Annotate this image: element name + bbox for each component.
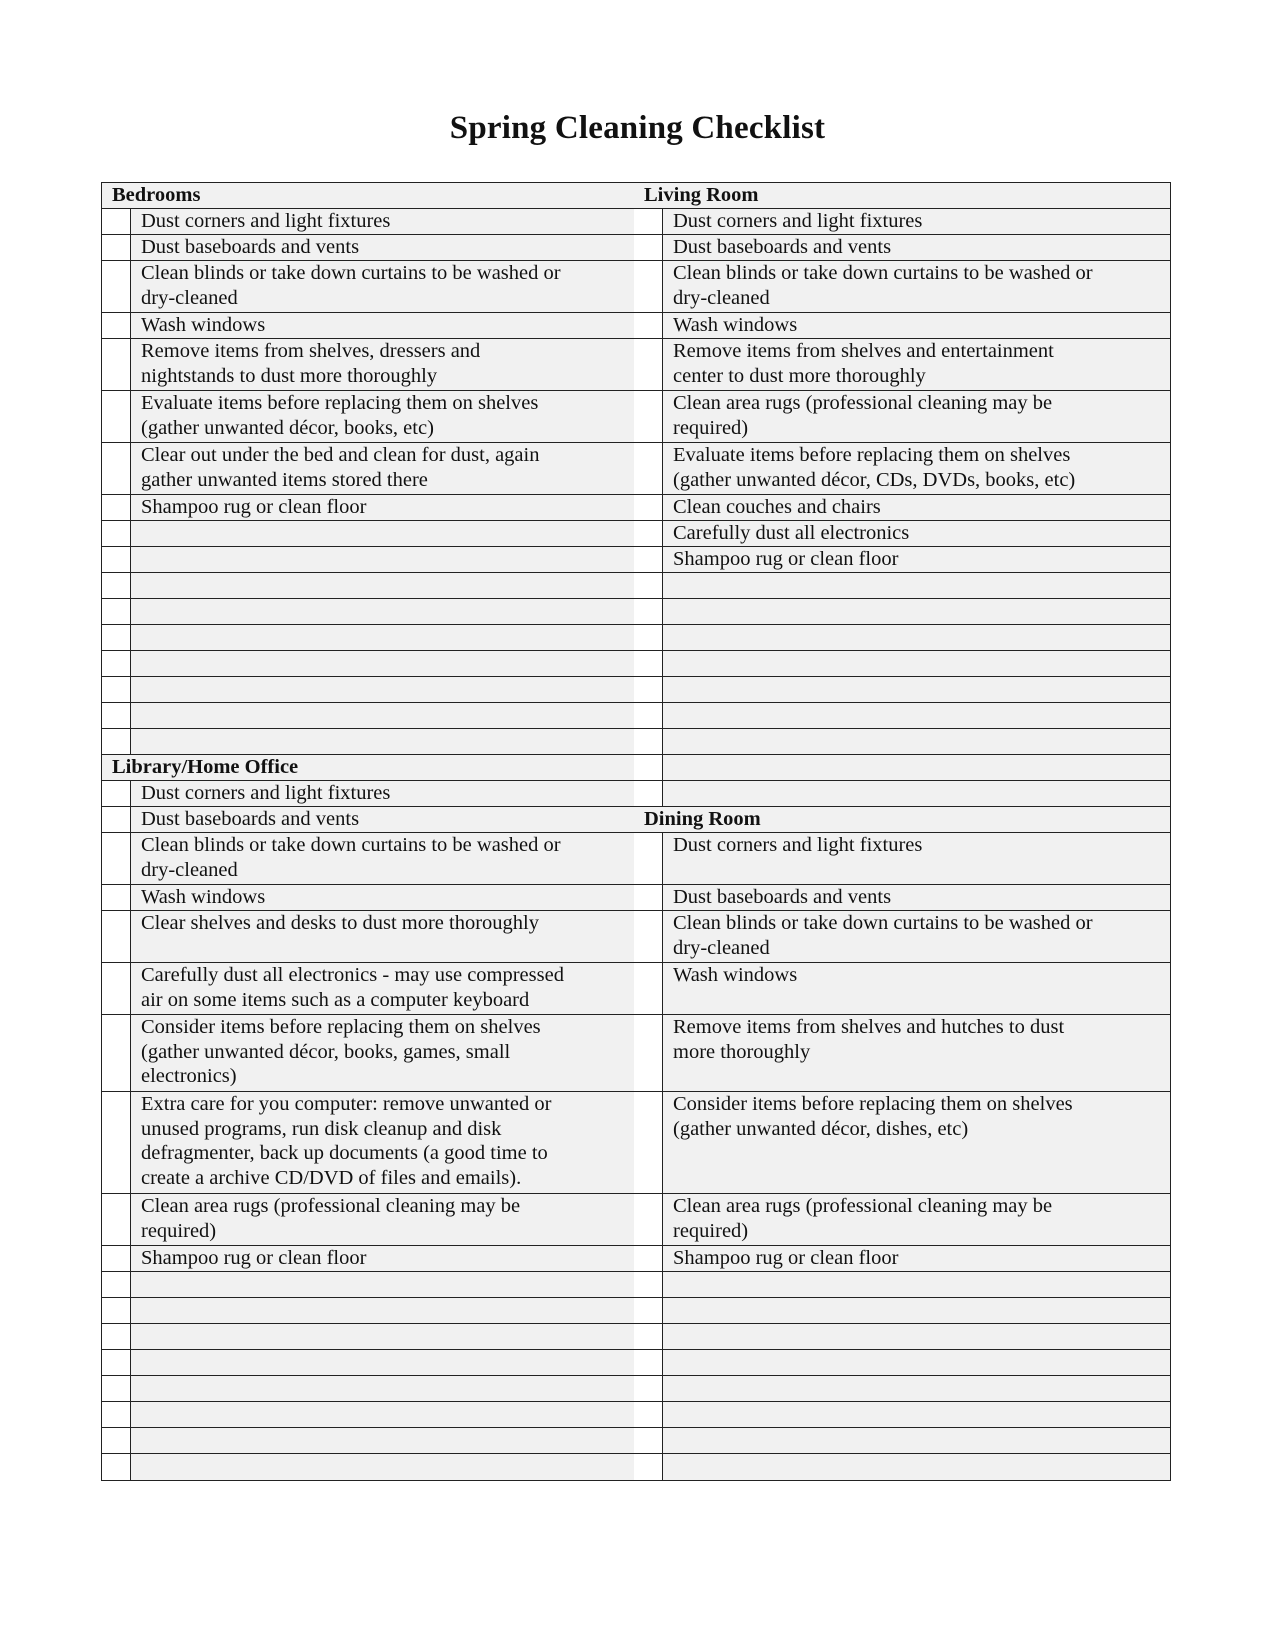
checkbox-cell[interactable] bbox=[102, 729, 131, 754]
checklist-item-text: Evaluate items before replacing them on shelves (gather unwanted décor, CDs, DVDs, books, etc) bbox=[663, 443, 1170, 494]
checklist-row bbox=[102, 391, 635, 443]
checklist-item-text: Evaluate items before replacing them on shelves (gather unwanted décor, books, etc) bbox=[131, 391, 635, 442]
checkbox-cell[interactable] bbox=[102, 703, 131, 728]
checkbox-cell[interactable] bbox=[102, 885, 131, 910]
checkbox-cell[interactable] bbox=[102, 339, 131, 390]
checklist-row bbox=[634, 781, 1170, 807]
checklist-row bbox=[102, 911, 635, 963]
checkbox-cell[interactable] bbox=[634, 235, 663, 260]
checklist-row bbox=[102, 1194, 635, 1246]
checkbox-cell[interactable] bbox=[634, 209, 663, 234]
checklist-item-text: Dust baseboards and vents bbox=[131, 807, 635, 832]
checklist-row bbox=[634, 833, 1170, 885]
checklist-item-text: Shampoo rug or clean floor bbox=[131, 1246, 635, 1271]
checkbox-cell[interactable] bbox=[102, 313, 131, 338]
checkbox-cell[interactable] bbox=[102, 209, 131, 234]
checklist-row bbox=[102, 1324, 635, 1350]
checklist-row bbox=[634, 1376, 1170, 1402]
checklist-item-text bbox=[131, 625, 635, 650]
checkbox-cell[interactable] bbox=[102, 1402, 131, 1427]
checklist-row bbox=[634, 235, 1170, 261]
checklist-item-text: Clean area rugs (professional cleaning may be required) bbox=[131, 1194, 635, 1245]
checklist-item-text bbox=[131, 1298, 635, 1323]
checklist-row bbox=[102, 1376, 635, 1402]
section-header-label: Library/Home Office bbox=[112, 756, 299, 778]
checklist-row bbox=[634, 313, 1170, 339]
checklist-row bbox=[102, 573, 635, 599]
checklist-row bbox=[102, 963, 635, 1015]
checklist-row bbox=[634, 703, 1170, 729]
checklist-item-text bbox=[131, 729, 635, 754]
checklist-row bbox=[102, 313, 635, 339]
checkbox-cell[interactable] bbox=[102, 235, 131, 260]
checkbox-cell[interactable] bbox=[102, 1376, 131, 1401]
checklist-item-text bbox=[131, 573, 635, 598]
checkbox-cell[interactable] bbox=[102, 1194, 131, 1245]
checkbox-cell[interactable] bbox=[102, 599, 131, 624]
checklist-item-text: Clean area rugs (professional cleaning may be required) bbox=[663, 391, 1170, 442]
checklist-row bbox=[102, 209, 635, 235]
checklist-row bbox=[102, 625, 635, 651]
checklist-column-right bbox=[634, 182, 1171, 1481]
checkbox-cell[interactable] bbox=[102, 625, 131, 650]
checklist-row bbox=[634, 1402, 1170, 1428]
checklist-item-text: Dust corners and light fixtures bbox=[663, 833, 1170, 884]
checklist-row bbox=[102, 339, 635, 391]
section-header bbox=[102, 183, 635, 209]
checklist-item-text bbox=[663, 729, 1170, 754]
checklist-item-text bbox=[663, 599, 1170, 624]
checklist-item-text bbox=[663, 625, 1170, 650]
checklist-item-text bbox=[663, 677, 1170, 702]
checklist-item-text bbox=[663, 1350, 1170, 1375]
checklist-row bbox=[102, 1015, 635, 1092]
checklist-item-text bbox=[663, 1298, 1170, 1323]
checklist-row bbox=[102, 729, 635, 755]
checkbox-cell[interactable] bbox=[634, 313, 663, 338]
checklist-item-text bbox=[131, 1272, 635, 1297]
checklist-row bbox=[634, 573, 1170, 599]
checklist-item-text: Dust corners and light fixtures bbox=[663, 209, 1170, 234]
checklist-item-text bbox=[131, 651, 635, 676]
checkbox-cell[interactable] bbox=[634, 443, 663, 494]
checklist-item-text: Clean blinds or take down curtains to be washed or dry-cleaned bbox=[663, 911, 1170, 962]
section-header-label: Bedrooms bbox=[112, 184, 201, 206]
checklist-item-text bbox=[663, 781, 1170, 806]
checkbox-cell[interactable] bbox=[102, 781, 131, 806]
checkbox-cell[interactable] bbox=[102, 963, 131, 1014]
checkbox-cell[interactable] bbox=[102, 495, 131, 520]
checklist-row bbox=[634, 1015, 1170, 1092]
checklist-item-text: Dust baseboards and vents bbox=[663, 885, 1170, 910]
checklist-item-text: Wash windows bbox=[663, 313, 1170, 338]
checklist-row bbox=[102, 651, 635, 677]
checklist-item-text: Wash windows bbox=[131, 313, 635, 338]
checklist-item-text bbox=[131, 703, 635, 728]
checklist-item-text bbox=[663, 1428, 1170, 1453]
checklist-item-text bbox=[131, 1454, 635, 1480]
checklist-item-text: Clean couches and chairs bbox=[663, 495, 1170, 520]
checklist-row bbox=[634, 339, 1170, 391]
checkbox-cell[interactable] bbox=[634, 755, 663, 780]
checkbox-cell[interactable] bbox=[634, 833, 663, 884]
checklist-row bbox=[634, 1350, 1170, 1376]
checklist-row bbox=[634, 599, 1170, 625]
checkbox-cell[interactable] bbox=[102, 1324, 131, 1349]
checklist-row bbox=[634, 1454, 1170, 1480]
checklist-item-text: Shampoo rug or clean floor bbox=[663, 1246, 1170, 1271]
checklist-row bbox=[634, 1194, 1170, 1246]
checklist-row bbox=[102, 677, 635, 703]
checklist-item-text bbox=[663, 1376, 1170, 1401]
checklist-item-text: Shampoo rug or clean floor bbox=[131, 495, 635, 520]
checkbox-cell[interactable] bbox=[634, 703, 663, 728]
checkbox-cell[interactable] bbox=[102, 1246, 131, 1271]
checklist-item-text bbox=[131, 1376, 635, 1401]
checklist-row bbox=[634, 391, 1170, 443]
checklist-row bbox=[102, 833, 635, 885]
checklist-item-text bbox=[131, 1350, 635, 1375]
checklist-row bbox=[634, 1298, 1170, 1324]
checklist-item-text: Dust corners and light fixtures bbox=[131, 209, 635, 234]
checklist-row bbox=[102, 807, 635, 833]
checklist-row bbox=[102, 1298, 635, 1324]
checklist-item-text: Carefully dust all electronics - may use compressed air on some items such as a computer keyboard bbox=[131, 963, 635, 1014]
checklist-item-text bbox=[131, 1324, 635, 1349]
checklist-item-text bbox=[131, 1428, 635, 1453]
checkbox-cell[interactable] bbox=[102, 651, 131, 676]
checkbox-cell[interactable] bbox=[634, 651, 663, 676]
checkbox-cell[interactable] bbox=[634, 599, 663, 624]
checklist-row bbox=[102, 599, 635, 625]
checkbox-cell[interactable] bbox=[634, 1454, 663, 1480]
checklist-row bbox=[634, 261, 1170, 313]
checklist-row bbox=[102, 1454, 635, 1480]
checklist-item-text bbox=[131, 599, 635, 624]
checklist-row bbox=[634, 547, 1170, 573]
checkbox-cell[interactable] bbox=[102, 573, 131, 598]
checkbox-cell[interactable] bbox=[634, 495, 663, 520]
checklist-row bbox=[634, 911, 1170, 963]
checklist-row bbox=[634, 885, 1170, 911]
checklist-row bbox=[634, 1324, 1170, 1350]
checkbox-cell[interactable] bbox=[102, 677, 131, 702]
checklist-item-text: Clean blinds or take down curtains to be washed or dry-cleaned bbox=[131, 261, 635, 312]
checklist-row bbox=[102, 495, 635, 521]
checklist-row bbox=[102, 1092, 635, 1194]
checkbox-cell[interactable] bbox=[102, 1015, 131, 1091]
checklist-item-text bbox=[663, 573, 1170, 598]
checklist-row bbox=[634, 443, 1170, 495]
checklist-item-text bbox=[663, 755, 1170, 780]
checklist-row bbox=[634, 521, 1170, 547]
checklist-item-text bbox=[663, 1454, 1170, 1480]
checkbox-cell[interactable] bbox=[634, 1015, 663, 1091]
checklist-item-text: Clear out under the bed and clean for dust, again gather unwanted items stored there bbox=[131, 443, 635, 494]
checklist-row bbox=[102, 1246, 635, 1272]
checkbox-cell[interactable] bbox=[634, 911, 663, 962]
checkbox-cell[interactable] bbox=[634, 1298, 663, 1323]
checklist-item-text bbox=[131, 1402, 635, 1427]
checkbox-cell[interactable] bbox=[634, 547, 663, 572]
checkbox-cell[interactable] bbox=[102, 1350, 131, 1375]
checkbox-cell[interactable] bbox=[634, 781, 663, 806]
checkbox-cell[interactable] bbox=[634, 729, 663, 754]
checklist-item-text: Dust corners and light fixtures bbox=[131, 781, 635, 806]
checkbox-cell[interactable] bbox=[102, 521, 131, 546]
checklist-row bbox=[102, 235, 635, 261]
checkbox-cell[interactable] bbox=[634, 1272, 663, 1297]
checkbox-cell[interactable] bbox=[634, 1376, 663, 1401]
checklist-row bbox=[634, 677, 1170, 703]
checklist-item-text bbox=[663, 1272, 1170, 1297]
checkbox-cell[interactable] bbox=[102, 1298, 131, 1323]
checklist-row bbox=[634, 755, 1170, 781]
checklist-item-text: Dust baseboards and vents bbox=[131, 235, 635, 260]
checklist-row bbox=[102, 1402, 635, 1428]
checklist-row bbox=[634, 625, 1170, 651]
checkbox-cell[interactable] bbox=[634, 1092, 663, 1193]
checklist-item-text: Dust baseboards and vents bbox=[663, 235, 1170, 260]
checklist-item-text: Consider items before replacing them on shelves (gather unwanted décor, books, games, small electronics) bbox=[131, 1015, 635, 1091]
checklist-row bbox=[634, 209, 1170, 235]
checkbox-cell[interactable] bbox=[102, 547, 131, 572]
checklist-item-text: Remove items from shelves, dressers and nightstands to dust more thoroughly bbox=[131, 339, 635, 390]
checklist-item-text: Clear shelves and desks to dust more thoroughly bbox=[131, 911, 635, 962]
checkbox-cell[interactable] bbox=[634, 1350, 663, 1375]
checkbox-cell[interactable] bbox=[634, 1246, 663, 1271]
checklist-item-text bbox=[131, 547, 635, 572]
checklist-item-text: Remove items from shelves and hutches to dust more thoroughly bbox=[663, 1015, 1170, 1091]
checkbox-cell[interactable] bbox=[102, 1454, 131, 1480]
checklist-row bbox=[102, 1350, 635, 1376]
checklist-item-text: Remove items from shelves and entertainment center to dust more thoroughly bbox=[663, 339, 1170, 390]
checklist-item-text: Extra care for you computer: remove unwanted or unused programs, run disk cleanup and disk defragmenter, back up documents (a good time to create a archive CD/DVD of files and emails). bbox=[131, 1092, 635, 1193]
checkbox-cell[interactable] bbox=[634, 339, 663, 390]
checklist-item-text: Carefully dust all electronics bbox=[663, 521, 1170, 546]
checklist-row bbox=[634, 651, 1170, 677]
checklist-item-text: Wash windows bbox=[663, 963, 1170, 1014]
checkbox-cell[interactable] bbox=[102, 1428, 131, 1453]
checkbox-cell[interactable] bbox=[634, 1402, 663, 1427]
section-header bbox=[634, 183, 1170, 209]
checkbox-cell[interactable] bbox=[634, 1324, 663, 1349]
checklist-item-text: Clean blinds or take down curtains to be washed or dry-cleaned bbox=[131, 833, 635, 884]
checkbox-cell[interactable] bbox=[102, 833, 131, 884]
checklist-row bbox=[102, 703, 635, 729]
checkbox-cell[interactable] bbox=[102, 443, 131, 494]
checkbox-cell[interactable] bbox=[102, 807, 131, 832]
checklist-item-text: Shampoo rug or clean floor bbox=[663, 547, 1170, 572]
checklist-row bbox=[102, 885, 635, 911]
checklist-row bbox=[102, 781, 635, 807]
checkbox-cell[interactable] bbox=[102, 1272, 131, 1297]
checklist-row bbox=[102, 1272, 635, 1298]
checklist-item-text bbox=[663, 703, 1170, 728]
checklist-row bbox=[634, 495, 1170, 521]
checkbox-cell[interactable] bbox=[102, 391, 131, 442]
checklist-row bbox=[634, 963, 1170, 1015]
checkbox-cell[interactable] bbox=[634, 625, 663, 650]
checklist-row bbox=[634, 1272, 1170, 1298]
checkbox-cell[interactable] bbox=[634, 1428, 663, 1453]
checkbox-cell[interactable] bbox=[634, 521, 663, 546]
section-header-label: Dining Room bbox=[644, 808, 761, 830]
checklist-row bbox=[634, 1428, 1170, 1454]
checkbox-cell[interactable] bbox=[634, 1194, 663, 1245]
checklist-row bbox=[102, 443, 635, 495]
section-header bbox=[102, 755, 635, 781]
checkbox-cell[interactable] bbox=[634, 573, 663, 598]
page-title: Spring Cleaning Checklist bbox=[449, 110, 826, 146]
checklist-row bbox=[634, 729, 1170, 755]
checklist-item-text bbox=[663, 1402, 1170, 1427]
checkbox-cell[interactable] bbox=[634, 261, 663, 312]
checkbox-cell[interactable] bbox=[102, 911, 131, 962]
checklist-item-text: Clean blinds or take down curtains to be washed or dry-cleaned bbox=[663, 261, 1170, 312]
checklist-item-text: Consider items before replacing them on shelves (gather unwanted décor, dishes, etc) bbox=[663, 1092, 1170, 1193]
checkbox-cell[interactable] bbox=[102, 1092, 131, 1193]
checklist-row bbox=[634, 1246, 1170, 1272]
checklist-item-text bbox=[663, 1324, 1170, 1349]
checklist-item-text: Wash windows bbox=[131, 885, 635, 910]
section-header bbox=[634, 807, 1170, 833]
checklist-row bbox=[634, 1092, 1170, 1194]
checklist-item-text bbox=[663, 651, 1170, 676]
section-header-label: Living Room bbox=[644, 184, 759, 206]
checklist-row bbox=[102, 261, 635, 313]
checklist-item-text bbox=[131, 677, 635, 702]
checkbox-cell[interactable] bbox=[102, 261, 131, 312]
checkbox-cell[interactable] bbox=[634, 677, 663, 702]
checklist-column-left bbox=[101, 182, 636, 1481]
checklist-row bbox=[102, 1428, 635, 1454]
checklist-item-text bbox=[131, 521, 635, 546]
checkbox-cell[interactable] bbox=[634, 963, 663, 1014]
checkbox-cell[interactable] bbox=[634, 391, 663, 442]
checklist-row bbox=[102, 547, 635, 573]
checkbox-cell[interactable] bbox=[634, 885, 663, 910]
checklist-item-text: Clean area rugs (professional cleaning may be required) bbox=[663, 1194, 1170, 1245]
checklist-row bbox=[102, 521, 635, 547]
